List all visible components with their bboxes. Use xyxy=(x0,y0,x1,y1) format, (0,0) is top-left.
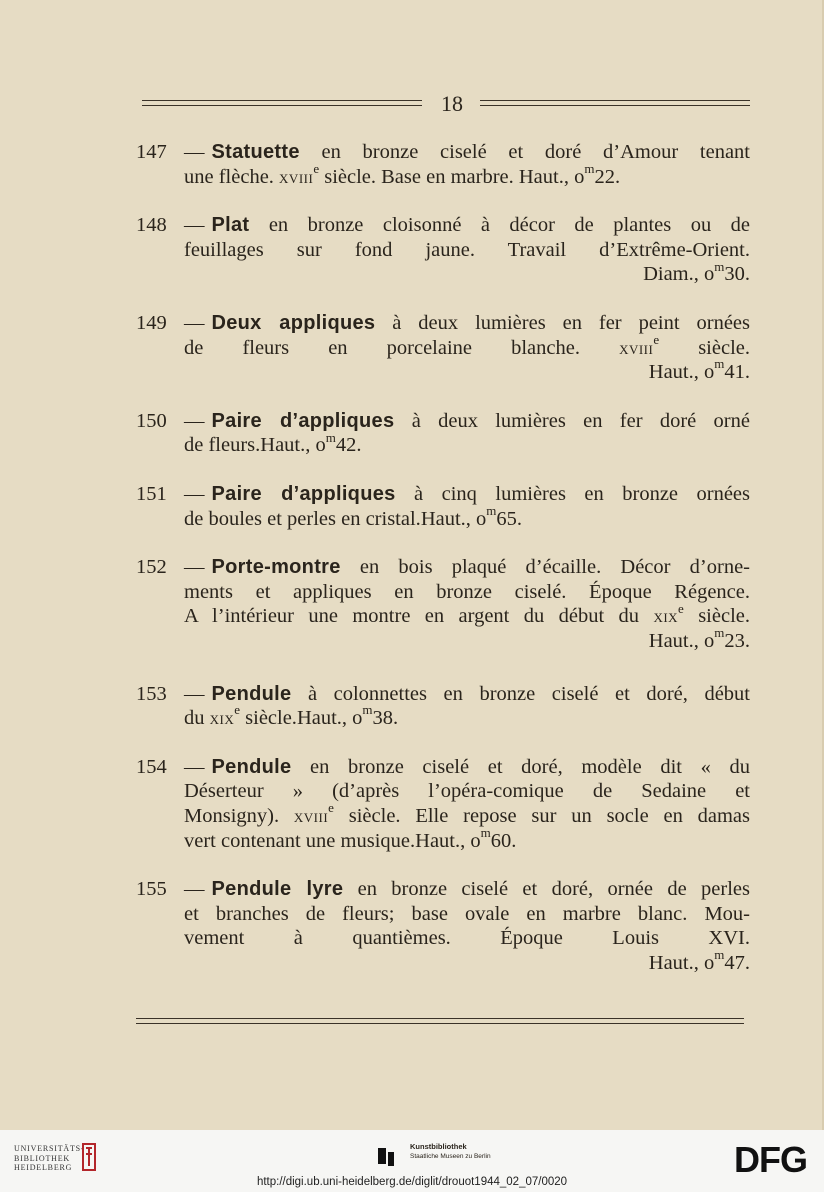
measurement xyxy=(184,947,750,976)
text-run: siècle. Base en marbre. Haut., o xyxy=(319,165,585,188)
header-rule-right xyxy=(480,100,750,106)
header-rule-left xyxy=(142,100,422,106)
text-run: en bronze ciselé et doré d’Amour tenant xyxy=(299,141,750,163)
lot-description xyxy=(184,555,750,653)
kunstbibliothek-subtitle: Staatliche Museen zu Berlin xyxy=(410,1153,491,1160)
description-left xyxy=(184,508,421,530)
lot-number: 148 xyxy=(136,214,167,237)
superscript: m xyxy=(325,429,336,445)
description-line xyxy=(184,755,750,780)
text-run: en bronze ciselé et doré, ornée de perles xyxy=(343,878,750,901)
text-run: de boules et perles en cristal. xyxy=(184,507,421,530)
lot-number: 155 xyxy=(136,878,167,901)
lot-dash: — xyxy=(184,556,205,579)
description-line xyxy=(184,580,750,605)
century-numeral: xviii xyxy=(279,166,314,188)
lot-dash: — xyxy=(184,312,205,334)
lot-dash: — xyxy=(184,755,205,778)
description-line xyxy=(184,824,750,854)
measurement xyxy=(184,356,750,385)
measurement xyxy=(260,429,362,457)
text-run: vement à quantièmes. Époque Louis XVI. xyxy=(184,927,750,950)
description-line xyxy=(184,779,750,804)
kunstbibliothek-logo[interactable] xyxy=(410,1142,491,1162)
lot-description xyxy=(184,140,750,189)
text-run: de fleurs en porcelaine blanche. xyxy=(184,336,620,359)
text-run: et branches de fleurs; base ovale en marbre blanc. Mou- xyxy=(184,902,750,925)
text-run: 65. xyxy=(496,507,523,530)
lot-title: Statuette xyxy=(211,141,300,163)
description-line xyxy=(184,140,750,165)
century-numeral: xviii xyxy=(619,337,654,359)
lot-title: Paire d’appliques xyxy=(211,409,395,432)
superscript: m xyxy=(714,356,725,372)
lot-dash: — xyxy=(184,682,205,705)
century-numeral: xix xyxy=(653,606,679,628)
text-run: Haut., o xyxy=(420,507,487,530)
text-run: Haut., o xyxy=(648,951,715,974)
description-line xyxy=(184,682,750,707)
lot-description xyxy=(184,482,750,531)
university-emblem-icon xyxy=(80,1142,98,1172)
text-run: 60. xyxy=(490,829,517,852)
description-line xyxy=(184,502,750,532)
lot-title: Porte-montre xyxy=(211,556,341,579)
text-run: du xyxy=(184,707,210,730)
superscript: m xyxy=(714,625,725,641)
dfg-logo[interactable]: DFG xyxy=(734,1139,807,1180)
text-run: Haut., o xyxy=(260,434,326,457)
superscript: m xyxy=(584,160,595,176)
lot-number: 149 xyxy=(136,312,167,334)
century-numeral: xviii xyxy=(293,805,329,827)
university-library-logo[interactable] xyxy=(14,1144,84,1173)
lot-number: 153 xyxy=(136,682,167,705)
text-run: 41. xyxy=(724,361,750,384)
digitization-footer xyxy=(0,1130,824,1192)
description-line xyxy=(184,482,750,507)
text-run: Diam., o xyxy=(643,263,715,286)
description-left xyxy=(184,830,415,852)
text-run: 22. xyxy=(594,165,621,188)
lot-title: Plat xyxy=(211,214,250,237)
description-left xyxy=(184,702,297,730)
lot-title: Pendule xyxy=(211,682,292,705)
kunstbibliothek-emblem-icon xyxy=(376,1144,396,1168)
university-logo-line: UNIVERSITÄTS- xyxy=(14,1144,85,1153)
description-line xyxy=(184,600,750,629)
text-run: à colonnettes en bronze ciselé et doré, début xyxy=(291,682,750,705)
text-run: siècle. Elle repose sur un socle en damas xyxy=(333,804,751,827)
century-numeral: xix xyxy=(209,708,235,730)
text-run: Haut., o xyxy=(648,629,715,652)
description-line xyxy=(184,702,750,731)
text-run: siècle. xyxy=(240,707,297,730)
kunstbibliothek-title: Kunstbibliothek xyxy=(410,1142,467,1151)
lot-title: Deux appliques xyxy=(211,312,376,334)
lot-description xyxy=(184,213,750,287)
superscript: m xyxy=(714,258,725,274)
source-url[interactable]: http://digi.ub.uni-heidelberg.de/diglit/drouot1944_02_07/0020 xyxy=(256,1176,568,1188)
description-line xyxy=(184,429,750,458)
university-logo-line: BIBLIOTHEK xyxy=(14,1153,70,1163)
lot-title: Pendule lyre xyxy=(211,878,344,901)
superscript: e xyxy=(678,600,684,616)
text-run: de fleurs. xyxy=(184,434,261,457)
text-run: 30. xyxy=(724,263,750,286)
measurement xyxy=(184,625,750,654)
text-run: 42. xyxy=(335,434,362,457)
superscript: m xyxy=(486,502,497,518)
description-left xyxy=(184,434,260,456)
description-line xyxy=(184,902,750,927)
page-number: 18 xyxy=(441,91,463,116)
superscript: e xyxy=(234,702,241,718)
description-line xyxy=(184,160,750,190)
measurement xyxy=(184,258,750,287)
text-run: une flèche. xyxy=(184,165,280,188)
text-run: A l’intérieur une montre en argent du début du xyxy=(184,605,654,628)
superscript: e xyxy=(328,800,334,816)
description-line xyxy=(184,311,750,336)
text-run: vert contenant une musique. xyxy=(184,829,416,852)
text-run: 38. xyxy=(372,707,399,730)
lot-dash: — xyxy=(184,483,205,505)
text-run: en bronze cloisonné à décor de plantes ou de xyxy=(249,214,750,237)
superscript: m xyxy=(362,702,373,718)
text-run: feuillages sur fond jaune. Travail d’Extrême-Orient. xyxy=(184,238,750,261)
text-run: Haut., o xyxy=(415,829,481,852)
text-run: 23. xyxy=(724,629,750,652)
description-line xyxy=(184,877,750,902)
lot-description xyxy=(184,755,750,853)
text-run: siècle. xyxy=(659,336,750,359)
page-header xyxy=(142,90,750,120)
description-line xyxy=(184,331,750,361)
lot-number: 154 xyxy=(136,755,167,778)
lot-number: 150 xyxy=(136,409,167,432)
description-line xyxy=(184,926,750,951)
measurement xyxy=(420,502,523,530)
university-logo-line: HEIDELBERG xyxy=(14,1163,73,1172)
lot-title: Pendule xyxy=(211,755,292,778)
text-run: à deux lumières en fer doré orné xyxy=(394,409,750,432)
lot-dash: — xyxy=(184,141,205,163)
measurement xyxy=(415,824,517,852)
text-run: à cinq lumières en bronze ornées xyxy=(395,483,750,505)
lot-number: 152 xyxy=(136,556,167,579)
lot-number: 151 xyxy=(136,483,167,505)
lot-description xyxy=(184,409,750,458)
description-line xyxy=(184,238,750,263)
measurement xyxy=(296,702,399,730)
text-run: 47. xyxy=(724,951,750,974)
lot-description xyxy=(184,682,750,731)
description-line xyxy=(184,555,750,580)
lot-number: 147 xyxy=(136,141,167,163)
text-run: en bronze ciselé et doré, modèle dit « du xyxy=(291,755,750,778)
superscript: m xyxy=(480,824,491,840)
footer-rule xyxy=(136,1018,744,1024)
text-run: Haut., o xyxy=(648,361,715,384)
description-line xyxy=(184,409,750,434)
text-run: Déserteur » (d’après l’opéra-comique de Sedaine et xyxy=(184,780,750,803)
superscript: e xyxy=(313,160,320,176)
text-run: siècle. xyxy=(683,605,750,628)
text-run: Monsigny). xyxy=(184,804,294,827)
superscript: e xyxy=(653,331,660,347)
text-run: ments et appliques en bronze ciselé. Époque Régence. xyxy=(184,580,750,603)
text-run: Haut., o xyxy=(296,707,363,730)
description-line xyxy=(184,800,751,829)
text-run: à deux lumières en fer peint ornées xyxy=(375,312,750,334)
lot-dash: — xyxy=(184,409,205,432)
lot-dash: — xyxy=(184,878,205,901)
lot-title: Paire d’appliques xyxy=(211,483,396,505)
superscript: m xyxy=(714,947,725,963)
lot-dash: — xyxy=(184,214,205,237)
text-run: en bois plaqué d’écaille. Décor d’orne- xyxy=(340,556,750,579)
lot-description xyxy=(184,311,750,385)
lot-description xyxy=(184,877,750,975)
description-line xyxy=(184,213,750,238)
